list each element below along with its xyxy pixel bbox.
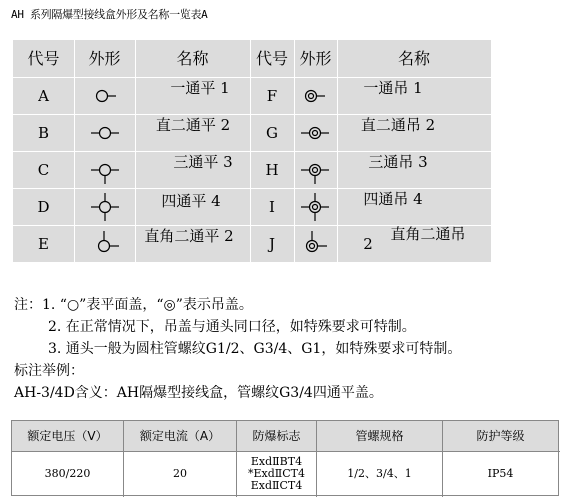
column-divider [294,40,295,262]
code-cell: C [37,161,50,179]
code-cell: D [37,198,50,216]
thread-cell: 1/2、3/4、1 [347,467,412,480]
straight-two-way-hanging-icon [299,119,331,147]
column-divider [250,40,251,262]
code-cell: I [269,198,275,216]
column-divider [316,421,317,497]
name-cell: 直二通平 2 [155,116,231,134]
three-way-hanging-icon [299,156,331,186]
column-divider [123,421,124,497]
name-number: 2 [363,235,373,253]
header-protection-class: 防护等级 [443,421,558,451]
column-divider [135,40,136,262]
header-shape-right: 外形 [299,49,332,68]
header-divider [13,77,491,78]
note-line-1: 注：1. “○”表平面盖，“◎”表示吊盖。 [14,297,253,313]
explosion-mark-cell [237,452,316,496]
notes [14,294,461,404]
table-row [13,226,491,262]
code-cell: F [266,87,278,105]
header-shape-left: 外形 [88,49,121,68]
code-cell: B [37,124,50,142]
note-line-3: 3. 通头一般为圆柱管螺纹G1/2、G3/4、G1，如特殊要求可特制。 [48,341,462,357]
name-cell: 四通吊 4 [363,190,423,208]
code-cell: H [265,161,279,179]
explosion-mark-3: ExdⅡCT4 [250,479,303,492]
explosion-mark-1: ExdⅡBT4 [250,455,303,468]
header-name-left: 名称 [176,49,209,68]
current-cell: 20 [173,467,187,480]
name-cell: 一通平 1 [170,79,230,97]
note-line-4: 标注举例： [14,363,84,379]
header-code-right: 代号 [255,49,288,68]
note-line-5: AH-3/4D含义：AH隔爆型接线盒，管螺纹G3/4四通平盖。 [14,385,383,401]
code-cell: J [268,235,275,253]
name-cell: 三通吊 3 [368,153,428,171]
right-angle-two-way-flat-icon [95,226,123,262]
header-rated-voltage: 额定电压（V） [12,421,123,451]
explosion-mark-2: *ExdⅡCT4 [247,467,305,480]
voltage-cell: 380/220 [44,467,91,480]
type-table [13,40,491,262]
name-cell: 四通平 4 [161,192,221,210]
column-divider [337,40,338,262]
one-way-flat-icon [91,82,119,110]
code-cell: G [266,124,278,142]
column-divider [442,421,443,497]
header-explosion-mark: 防爆标志 [237,421,316,451]
code-cell: E [38,235,49,253]
note-line-2: 2. 在正常情况下，吊盖与通头同口径，如特殊要求可特制。 [48,319,416,335]
three-way-flat-icon [89,156,121,186]
one-way-hanging-icon [300,82,328,110]
header-name-right: 名称 [397,49,430,68]
straight-two-way-flat-icon [89,119,121,147]
right-angle-two-way-hanging-icon [303,226,331,262]
name-cell: 三通平 3 [173,153,233,171]
name-cell: 直二通吊 2 [360,116,436,134]
page-title: AH 系列隔爆型接线盒外形及名称一览表A [11,8,208,21]
name-cell: 直角二通吊 [390,225,466,243]
name-cell: 直角二通平 2 [144,227,234,245]
code-cell: A [38,87,49,105]
name-cell: 一通吊 1 [363,79,423,97]
header-rated-current: 额定电流（A） [124,421,236,451]
header-thread-spec: 管螺规格 [317,421,442,451]
protection-cell: IP54 [487,467,514,480]
column-divider [74,40,75,262]
spec-table [11,420,559,496]
four-way-hanging-icon [299,189,331,225]
header-code-left: 代号 [27,49,60,68]
column-divider [236,421,237,497]
four-way-flat-icon [89,189,121,225]
